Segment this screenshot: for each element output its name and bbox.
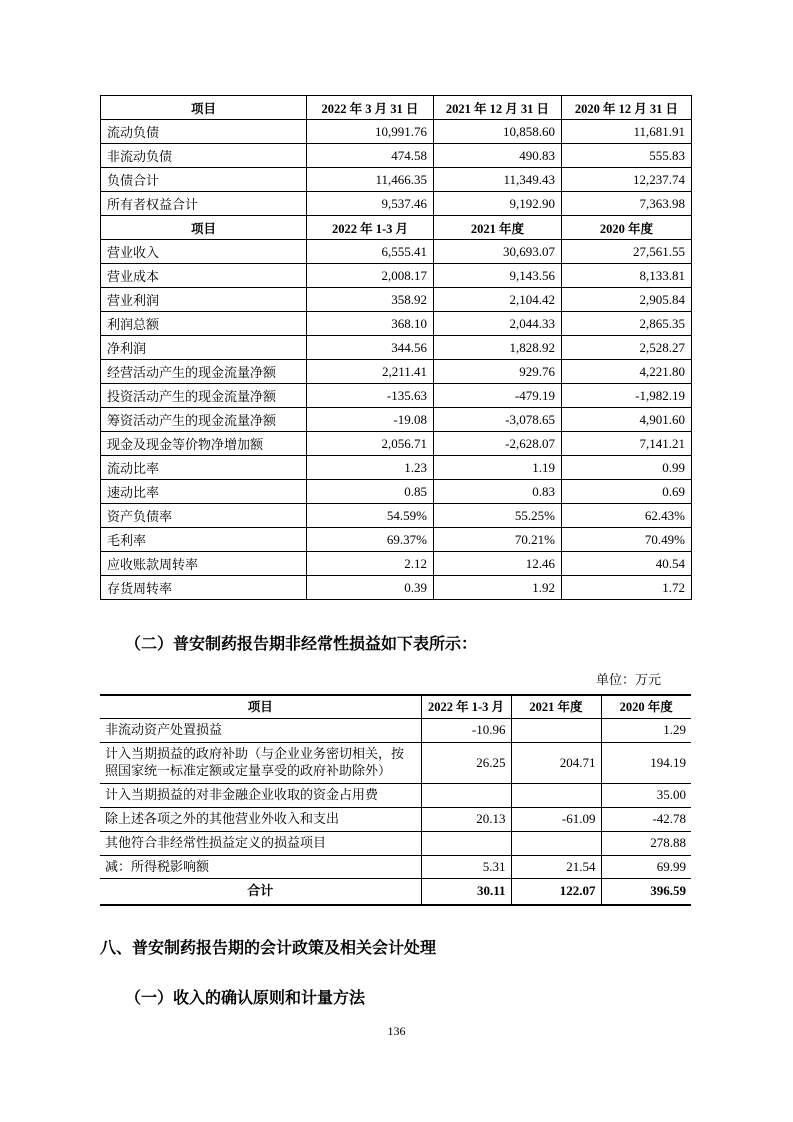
income-header-row bbox=[101, 216, 692, 240]
column-header: 项目 bbox=[100, 695, 421, 719]
row-value: 4,221.80 bbox=[562, 360, 692, 384]
row-value: 358.92 bbox=[307, 288, 434, 312]
row-label: 所有者权益合计 bbox=[101, 192, 307, 216]
row-label: 除上述各项之外的其他营业外收入和支出 bbox=[100, 807, 421, 831]
row-value: 54.59% bbox=[307, 504, 434, 528]
column-header: 2020 年 12 月 31 日 bbox=[562, 96, 692, 120]
row-value: 0.39 bbox=[307, 576, 434, 600]
table-row bbox=[101, 552, 692, 576]
row-value: 0.69 bbox=[562, 480, 692, 504]
row-value: 555.83 bbox=[562, 144, 692, 168]
row-value: -135.63 bbox=[307, 384, 434, 408]
table-row bbox=[101, 408, 692, 432]
table-row bbox=[101, 576, 692, 600]
row-value: 10,858.60 bbox=[434, 120, 562, 144]
row-value: 2,056.71 bbox=[307, 432, 434, 456]
total-value: 396.59 bbox=[601, 879, 691, 905]
table-row bbox=[100, 831, 691, 855]
table-row bbox=[101, 288, 692, 312]
row-value: -19.08 bbox=[307, 408, 434, 432]
row-label: 存货周转率 bbox=[101, 576, 307, 600]
row-value: 9,192.90 bbox=[434, 192, 562, 216]
row-value: 2,008.17 bbox=[307, 264, 434, 288]
section-heading-accounting: 八、普安制药报告期的会计政策及相关会计处理 bbox=[100, 939, 437, 957]
column-header: 项目 bbox=[101, 96, 307, 120]
balance-header-row bbox=[101, 96, 692, 120]
table-row bbox=[100, 719, 691, 743]
row-label: 营业收入 bbox=[101, 240, 307, 264]
row-value: 8,133.81 bbox=[562, 264, 692, 288]
row-value: 929.76 bbox=[434, 360, 562, 384]
row-value: 1.19 bbox=[434, 456, 562, 480]
row-value: 1.92 bbox=[434, 576, 562, 600]
page-number: 136 bbox=[387, 1024, 406, 1038]
table-row bbox=[101, 432, 692, 456]
row-value: 1,828.92 bbox=[434, 336, 562, 360]
row-value: 70.21% bbox=[434, 528, 562, 552]
row-value: 278.88 bbox=[601, 831, 691, 855]
row-value: 2,044.33 bbox=[434, 312, 562, 336]
row-value: -479.19 bbox=[434, 384, 562, 408]
column-header: 2022 年 1-3 月 bbox=[307, 216, 434, 240]
row-label: 净利润 bbox=[101, 336, 307, 360]
nonrecurring-total-body bbox=[100, 879, 691, 905]
unit-label: 单位：万元 bbox=[595, 672, 661, 687]
row-value: 5.31 bbox=[421, 855, 511, 879]
row-label: 减：所得税影响额 bbox=[100, 855, 421, 879]
table-row bbox=[100, 783, 691, 807]
row-value: 194.19 bbox=[601, 743, 691, 784]
table-row bbox=[101, 336, 692, 360]
row-value: 62.43% bbox=[562, 504, 692, 528]
row-value: 9,143.56 bbox=[434, 264, 562, 288]
row-value: 12.46 bbox=[434, 552, 562, 576]
row-label: 经营活动产生的现金流量净额 bbox=[101, 360, 307, 384]
row-value: 1.72 bbox=[562, 576, 692, 600]
table-row bbox=[101, 192, 692, 216]
row-value bbox=[511, 719, 601, 743]
table-row bbox=[101, 120, 692, 144]
table-row bbox=[101, 480, 692, 504]
total-value: 30.11 bbox=[421, 879, 511, 905]
row-value: -3,078.65 bbox=[434, 408, 562, 432]
table-row bbox=[101, 504, 692, 528]
row-value: 30,693.07 bbox=[434, 240, 562, 264]
row-value bbox=[421, 783, 511, 807]
row-value bbox=[511, 831, 601, 855]
table-row bbox=[101, 360, 692, 384]
column-header: 2021 年 12 月 31 日 bbox=[434, 96, 562, 120]
row-value: -42.78 bbox=[601, 807, 691, 831]
row-value: 55.25% bbox=[434, 504, 562, 528]
row-value: 9,537.46 bbox=[307, 192, 434, 216]
row-value: 69.99 bbox=[601, 855, 691, 879]
row-label: 非流动资产处置损益 bbox=[100, 719, 421, 743]
row-label: 现金及现金等价物净增加额 bbox=[101, 432, 307, 456]
row-label: 毛利率 bbox=[101, 528, 307, 552]
row-value: 474.58 bbox=[307, 144, 434, 168]
row-value bbox=[511, 783, 601, 807]
row-label: 营业成本 bbox=[101, 264, 307, 288]
row-label: 其他符合非经常性损益定义的损益项目 bbox=[100, 831, 421, 855]
row-value: 69.37% bbox=[307, 528, 434, 552]
row-label: 筹资活动产生的现金流量净额 bbox=[101, 408, 307, 432]
row-label: 非流动负债 bbox=[101, 144, 307, 168]
row-value: 11,466.35 bbox=[307, 168, 434, 192]
row-value: 27,561.55 bbox=[562, 240, 692, 264]
column-header: 2022 年 1-3 月 bbox=[421, 695, 511, 719]
row-value: 12,237.74 bbox=[562, 168, 692, 192]
row-label: 应收账款周转率 bbox=[101, 552, 307, 576]
row-value: 7,141.21 bbox=[562, 432, 692, 456]
row-value: 204.71 bbox=[511, 743, 601, 784]
row-label: 负债合计 bbox=[101, 168, 307, 192]
row-value: 20.13 bbox=[421, 807, 511, 831]
row-value: 2,211.41 bbox=[307, 360, 434, 384]
row-value: 11,681.91 bbox=[562, 120, 692, 144]
total-value: 122.07 bbox=[511, 879, 601, 905]
row-value: 26.25 bbox=[421, 743, 511, 784]
row-value: 11,349.43 bbox=[434, 168, 562, 192]
row-value bbox=[421, 831, 511, 855]
row-value: 490.83 bbox=[434, 144, 562, 168]
income-rows-body bbox=[101, 240, 692, 600]
row-label: 投资活动产生的现金流量净额 bbox=[101, 384, 307, 408]
row-value: 0.99 bbox=[562, 456, 692, 480]
section-heading-nonrecurring: （二）普安制药报告期非经常性损益如下表所示： bbox=[125, 636, 478, 653]
subsection-heading-revenue: （一）收入的确认原则和计量方法 bbox=[125, 989, 366, 1007]
total-label: 合计 bbox=[100, 879, 421, 905]
row-value: 344.56 bbox=[307, 336, 434, 360]
column-header: 2022 年 3 月 31 日 bbox=[307, 96, 434, 120]
row-value: 40.54 bbox=[562, 552, 692, 576]
table-row bbox=[101, 384, 692, 408]
table-row bbox=[101, 456, 692, 480]
row-value: -61.09 bbox=[511, 807, 601, 831]
row-label: 流动负债 bbox=[101, 120, 307, 144]
row-value: 1.23 bbox=[307, 456, 434, 480]
row-label: 计入当期损益的政府补助（与企业业务密切相关，按照国家统一标准定额或定量享受的政府补助除外） bbox=[100, 743, 421, 784]
row-label: 营业利润 bbox=[101, 288, 307, 312]
column-header: 2020 年度 bbox=[562, 216, 692, 240]
row-value: 2.12 bbox=[307, 552, 434, 576]
row-value: 6,555.41 bbox=[307, 240, 434, 264]
row-label: 计入当期损益的对非金融企业收取的资金占用费 bbox=[100, 783, 421, 807]
row-label: 流动比率 bbox=[101, 456, 307, 480]
row-value: 2,528.27 bbox=[562, 336, 692, 360]
column-header: 2020 年度 bbox=[601, 695, 691, 719]
row-value: 2,865.35 bbox=[562, 312, 692, 336]
nonrecurring-header-row bbox=[100, 695, 691, 719]
row-value: 70.49% bbox=[562, 528, 692, 552]
row-value: 7,363.98 bbox=[562, 192, 692, 216]
table-row bbox=[100, 807, 691, 831]
row-value: 0.85 bbox=[307, 480, 434, 504]
row-label: 利润总额 bbox=[101, 312, 307, 336]
table-row bbox=[101, 240, 692, 264]
nonrecurring-header-body bbox=[100, 695, 691, 719]
row-value: -10.96 bbox=[421, 719, 511, 743]
row-value: 368.10 bbox=[307, 312, 434, 336]
table-row bbox=[101, 168, 692, 192]
row-value: 21.54 bbox=[511, 855, 601, 879]
balance-rows-body bbox=[101, 120, 692, 216]
table-row bbox=[101, 144, 692, 168]
balance-header-body bbox=[101, 96, 692, 120]
table-row bbox=[101, 528, 692, 552]
income-header-body bbox=[101, 216, 692, 240]
row-label: 速动比率 bbox=[101, 480, 307, 504]
table-row bbox=[100, 855, 691, 879]
table-row bbox=[100, 743, 691, 784]
row-value: 4,901.60 bbox=[562, 408, 692, 432]
financial-summary-table bbox=[100, 95, 692, 600]
row-value: 2,104.42 bbox=[434, 288, 562, 312]
document-content bbox=[100, 0, 691, 1008]
nonrecurring-rows-body bbox=[100, 719, 691, 879]
table-row bbox=[101, 312, 692, 336]
row-value: -2,628.07 bbox=[434, 432, 562, 456]
row-label: 资产负债率 bbox=[101, 504, 307, 528]
nonrecurring-items-table bbox=[100, 694, 691, 906]
row-value: 10,991.76 bbox=[307, 120, 434, 144]
column-header: 项目 bbox=[101, 216, 307, 240]
table-row bbox=[101, 264, 692, 288]
row-value: -1,982.19 bbox=[562, 384, 692, 408]
row-value: 2,905.84 bbox=[562, 288, 692, 312]
column-header: 2021 年度 bbox=[434, 216, 562, 240]
row-value: 35.00 bbox=[601, 783, 691, 807]
row-value: 0.83 bbox=[434, 480, 562, 504]
total-row bbox=[100, 879, 691, 905]
column-header: 2021 年度 bbox=[511, 695, 601, 719]
row-value: 1.29 bbox=[601, 719, 691, 743]
